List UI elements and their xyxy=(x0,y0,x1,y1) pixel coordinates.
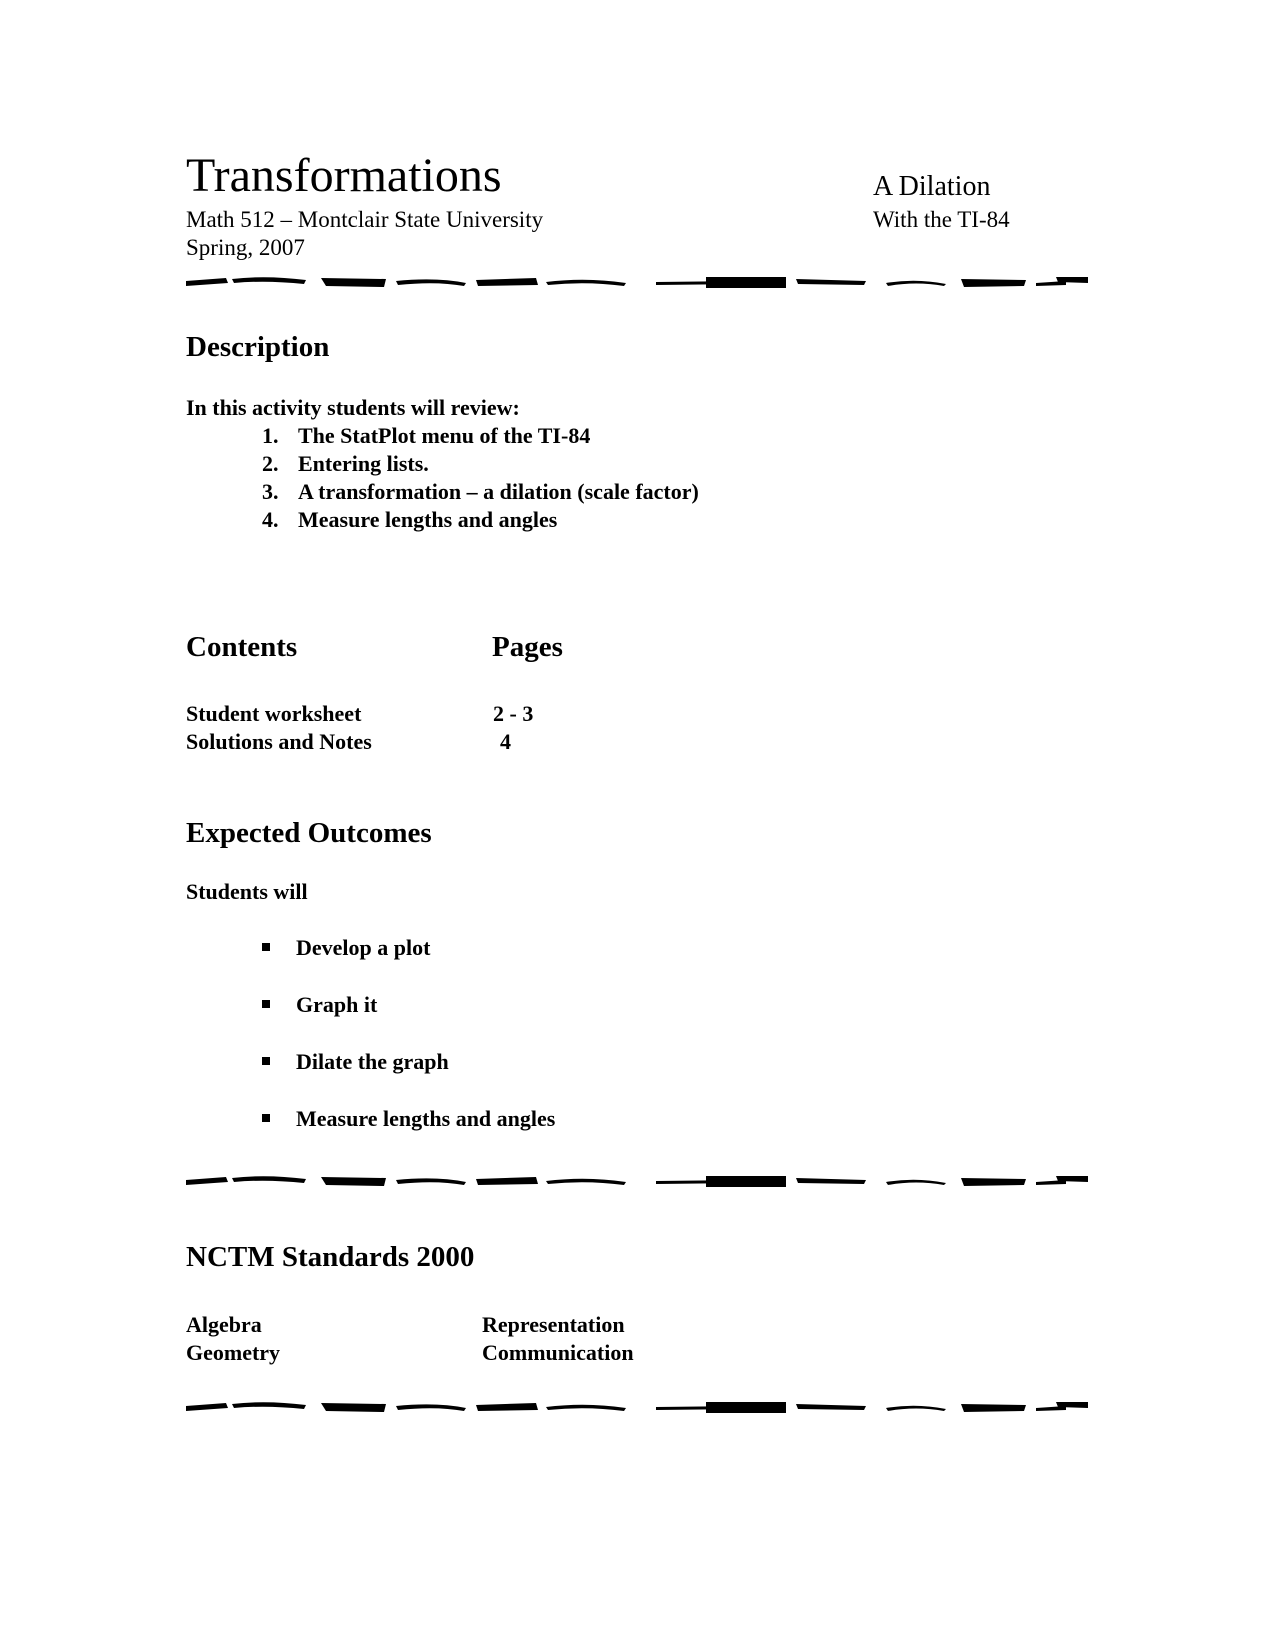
list-number: 2. xyxy=(262,451,279,476)
list-item xyxy=(262,422,590,450)
description-heading: Description xyxy=(186,331,330,363)
bullet-icon xyxy=(262,943,270,951)
decorative-divider xyxy=(186,275,1088,291)
list-item xyxy=(262,478,699,506)
list-text: Entering lists. xyxy=(298,451,429,476)
bullet-text: Graph it xyxy=(296,992,378,1017)
outcomes-heading: Expected Outcomes xyxy=(186,817,432,849)
contents-row-label: Solutions and Notes xyxy=(186,729,372,754)
bullet-icon xyxy=(262,1057,270,1065)
contents-row-label: Student worksheet xyxy=(186,701,362,726)
bullet-icon xyxy=(262,1000,270,1008)
pages-heading: Pages xyxy=(492,631,563,663)
contents-heading: Contents xyxy=(186,631,298,663)
bullet-text: Measure lengths and angles xyxy=(296,1106,556,1131)
description-intro: In this activity students will review: xyxy=(186,395,520,420)
document-title: Transformations xyxy=(186,149,502,202)
bullet-item xyxy=(262,1105,555,1133)
list-number: 1. xyxy=(262,423,279,448)
list-item xyxy=(262,506,557,534)
course-line: Math 512 – Montclair State University xyxy=(186,207,544,232)
bullet-item xyxy=(262,1048,449,1076)
activity-title: A Dilation xyxy=(873,171,991,202)
activity-subtitle: With the TI-84 xyxy=(873,207,1010,232)
list-number: 4. xyxy=(262,507,279,532)
outcomes-intro: Students will xyxy=(186,879,308,904)
list-text: A transformation – a dilation (scale factor) xyxy=(298,479,699,504)
bullet-item xyxy=(262,934,430,962)
list-item xyxy=(262,450,429,478)
contents-row-pages: 4 xyxy=(500,729,511,754)
term-line: Spring, 2007 xyxy=(186,235,305,260)
standards-heading: NCTM Standards 2000 xyxy=(186,1241,475,1273)
list-number: 3. xyxy=(262,479,279,504)
bullet-text: Develop a plot xyxy=(296,935,431,960)
bullet-item xyxy=(262,991,377,1019)
contents-row-pages: 2 - 3 xyxy=(493,701,534,726)
list-text: The StatPlot menu of the TI-84 xyxy=(298,423,591,448)
list-text: Measure lengths and angles xyxy=(298,507,558,532)
decorative-divider xyxy=(186,1400,1088,1416)
standard-item: Communication xyxy=(482,1340,634,1365)
bullet-text: Dilate the graph xyxy=(296,1049,449,1074)
bullet-icon xyxy=(262,1114,270,1122)
standard-item: Representation xyxy=(482,1312,625,1337)
standard-item: Algebra xyxy=(186,1312,262,1337)
decorative-divider xyxy=(186,1174,1088,1190)
standard-item: Geometry xyxy=(186,1340,281,1365)
